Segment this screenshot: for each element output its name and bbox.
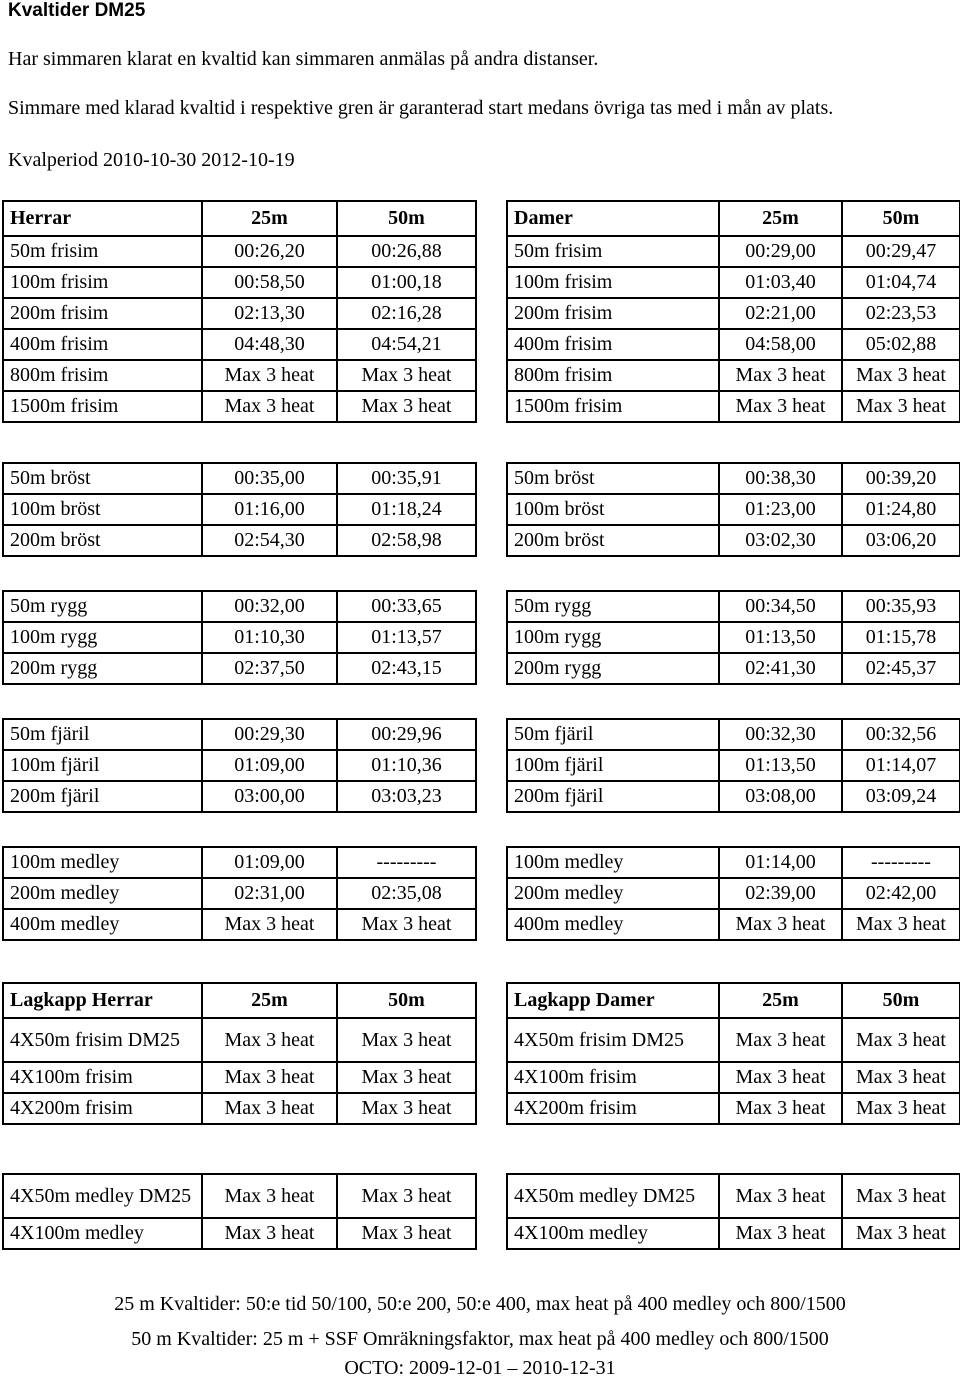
table-row	[507, 653, 960, 684]
table-row	[3, 1062, 476, 1093]
table-row	[507, 1218, 960, 1249]
event-cell: 50m fjäril	[3, 719, 202, 750]
time-50m-cell: Max 3 heat	[337, 909, 476, 940]
time-25m-cell: 00:32,00	[202, 591, 337, 622]
event-cell: 800m frisim	[3, 360, 202, 391]
event-cell: 4X100m frisim	[3, 1062, 202, 1093]
event-cell: 100m frisim	[3, 267, 202, 298]
table-row	[507, 1018, 960, 1062]
time-25m-cell: Max 3 heat	[719, 1174, 842, 1218]
damer-fjaril-table	[506, 718, 960, 813]
time-50m-cell: Max 3 heat	[842, 1062, 960, 1093]
table-row	[507, 1174, 960, 1218]
intro-text: Har simmaren klarat en kvaltid kan simmaren anmälas på andra distanser.	[8, 48, 599, 70]
table-row	[3, 329, 476, 360]
time-50m-cell: 00:35,91	[337, 463, 476, 494]
time-25m-cell: 01:09,00	[202, 847, 337, 878]
event-cell: 400m frisim	[3, 329, 202, 360]
event-cell: 4X50m frisim DM25	[3, 1018, 202, 1062]
time-25m-cell: Max 3 heat	[719, 909, 842, 940]
column-header: 50m	[842, 201, 960, 236]
table-row	[507, 1062, 960, 1093]
table-row	[507, 1093, 960, 1124]
time-50m-cell: 00:26,88	[337, 236, 476, 267]
time-50m-cell: 01:04,74	[842, 267, 960, 298]
time-25m-cell: Max 3 heat	[202, 909, 337, 940]
table-row	[3, 236, 476, 267]
event-cell: 50m frisim	[3, 236, 202, 267]
event-cell: 800m frisim	[507, 360, 719, 391]
event-cell: 50m rygg	[3, 591, 202, 622]
time-50m-cell: Max 3 heat	[337, 1174, 476, 1218]
event-cell: 50m frisim	[507, 236, 719, 267]
herrar-medley-table	[2, 846, 477, 941]
time-25m-cell: 02:31,00	[202, 878, 337, 909]
event-cell: 200m bröst	[3, 525, 202, 556]
table-header-row	[507, 983, 960, 1018]
column-header: 50m	[842, 983, 960, 1018]
table-row	[3, 391, 476, 422]
damer-rygg-table	[506, 590, 960, 685]
time-25m-cell: 01:13,50	[719, 750, 842, 781]
table-row	[3, 525, 476, 556]
time-50m-cell: 01:24,80	[842, 494, 960, 525]
time-50m-cell: 00:29,47	[842, 236, 960, 267]
time-50m-cell: 05:02,88	[842, 329, 960, 360]
time-25m-cell: 00:29,30	[202, 719, 337, 750]
table-row	[507, 719, 960, 750]
time-50m-cell: 02:35,08	[337, 878, 476, 909]
table-row	[507, 591, 960, 622]
time-25m-cell: 02:54,30	[202, 525, 337, 556]
time-50m-cell: Max 3 heat	[842, 1093, 960, 1124]
event-cell: 100m bröst	[507, 494, 719, 525]
table-row	[507, 909, 960, 940]
event-cell: 4X50m medley DM25	[507, 1174, 719, 1218]
time-25m-cell: Max 3 heat	[719, 1062, 842, 1093]
time-25m-cell: 00:35,00	[202, 463, 337, 494]
table-row	[3, 1218, 476, 1249]
lagkapp-damer-frisim-table	[506, 982, 960, 1125]
herrar-rygg-table	[2, 590, 477, 685]
time-25m-cell: Max 3 heat	[202, 1174, 337, 1218]
event-cell: 100m medley	[3, 847, 202, 878]
time-25m-cell: 00:32,30	[719, 719, 842, 750]
table-row	[507, 329, 960, 360]
table-row	[507, 750, 960, 781]
time-25m-cell: Max 3 heat	[202, 1062, 337, 1093]
table-row	[3, 909, 476, 940]
time-25m-cell: Max 3 heat	[202, 360, 337, 391]
time-50m-cell: 01:13,57	[337, 622, 476, 653]
table-row	[507, 267, 960, 298]
table-row	[507, 236, 960, 267]
time-50m-cell: 01:00,18	[337, 267, 476, 298]
time-25m-cell: 04:58,00	[719, 329, 842, 360]
time-25m-cell: 03:02,30	[719, 525, 842, 556]
time-25m-cell: 02:21,00	[719, 298, 842, 329]
column-header: 50m	[337, 201, 476, 236]
time-25m-cell: 01:13,50	[719, 622, 842, 653]
time-50m-cell: 01:18,24	[337, 494, 476, 525]
table-row	[507, 622, 960, 653]
column-header: Lagkapp Damer	[507, 983, 719, 1018]
time-50m-cell: 00:35,93	[842, 591, 960, 622]
time-50m-cell: Max 3 heat	[842, 360, 960, 391]
damer-brost-table	[506, 462, 960, 557]
time-50m-cell: ---------	[337, 847, 476, 878]
table-header-row	[3, 983, 476, 1018]
event-cell: 100m frisim	[507, 267, 719, 298]
event-cell: 1500m frisim	[3, 391, 202, 422]
event-cell: 50m fjäril	[507, 719, 719, 750]
column-header: 50m	[337, 983, 476, 1018]
table-row	[3, 1174, 476, 1218]
event-cell: 200m bröst	[507, 525, 719, 556]
time-50m-cell: 02:42,00	[842, 878, 960, 909]
event-cell: 4X200m frisim	[507, 1093, 719, 1124]
time-50m-cell: 00:33,65	[337, 591, 476, 622]
time-25m-cell: Max 3 heat	[202, 391, 337, 422]
event-cell: 200m medley	[507, 878, 719, 909]
time-50m-cell: 01:15,78	[842, 622, 960, 653]
footer-note: OCTO: 2009-12-01 – 2010-12-31	[344, 1357, 616, 1379]
time-50m-cell: ---------	[842, 847, 960, 878]
time-25m-cell: Max 3 heat	[719, 360, 842, 391]
time-25m-cell: 02:13,30	[202, 298, 337, 329]
time-50m-cell: 01:14,07	[842, 750, 960, 781]
time-50m-cell: Max 3 heat	[337, 360, 476, 391]
time-25m-cell: 04:48,30	[202, 329, 337, 360]
time-50m-cell: 03:09,24	[842, 781, 960, 812]
time-25m-cell: 03:08,00	[719, 781, 842, 812]
event-cell: 50m rygg	[507, 591, 719, 622]
time-50m-cell: 02:45,37	[842, 653, 960, 684]
column-header: 25m	[719, 983, 842, 1018]
time-50m-cell: 00:32,56	[842, 719, 960, 750]
time-50m-cell: Max 3 heat	[842, 1218, 960, 1249]
time-50m-cell: 01:10,36	[337, 750, 476, 781]
event-cell: 1500m frisim	[507, 391, 719, 422]
table-row	[3, 1093, 476, 1124]
time-25m-cell: 01:16,00	[202, 494, 337, 525]
event-cell: 100m rygg	[3, 622, 202, 653]
herrar-fjaril-table	[2, 718, 477, 813]
time-25m-cell: 00:26,20	[202, 236, 337, 267]
time-50m-cell: 02:58,98	[337, 525, 476, 556]
time-50m-cell: 03:06,20	[842, 525, 960, 556]
event-cell: 200m frisim	[507, 298, 719, 329]
time-25m-cell: Max 3 heat	[719, 1218, 842, 1249]
intro-text: Simmare med klarad kvaltid i respektive gren är garanterad start medans övriga tas med i mån av plats.	[8, 97, 834, 119]
time-25m-cell: 01:23,00	[719, 494, 842, 525]
time-25m-cell: 02:41,30	[719, 653, 842, 684]
time-25m-cell: Max 3 heat	[719, 1093, 842, 1124]
table-row	[3, 494, 476, 525]
event-cell: 200m fjäril	[507, 781, 719, 812]
table-row	[3, 1018, 476, 1062]
damer-frisim-table	[506, 200, 960, 423]
column-header: 25m	[202, 983, 337, 1018]
time-25m-cell: Max 3 heat	[202, 1093, 337, 1124]
column-header: 25m	[202, 201, 337, 236]
event-cell: 200m medley	[3, 878, 202, 909]
table-row	[507, 525, 960, 556]
table-row	[3, 847, 476, 878]
time-25m-cell: 00:29,00	[719, 236, 842, 267]
event-cell: 4X100m medley	[507, 1218, 719, 1249]
footer-note: 25 m Kvaltider: 50:e tid 50/100, 50:e 200, 50:e 400, max heat på 400 medley och 800/1500	[114, 1293, 846, 1315]
lagkapp-herrar-frisim-table	[2, 982, 477, 1125]
time-25m-cell: 00:38,30	[719, 463, 842, 494]
table-row	[507, 298, 960, 329]
qualification-period: Kvalperiod 2010-10-30 2012-10-19	[8, 149, 295, 171]
column-header: Herrar	[3, 201, 202, 236]
time-50m-cell: 02:23,53	[842, 298, 960, 329]
time-50m-cell: Max 3 heat	[842, 909, 960, 940]
time-50m-cell: Max 3 heat	[337, 1093, 476, 1124]
time-25m-cell: 01:10,30	[202, 622, 337, 653]
table-row	[507, 494, 960, 525]
table-row	[507, 878, 960, 909]
event-cell: 200m rygg	[3, 653, 202, 684]
event-cell: 100m rygg	[507, 622, 719, 653]
herrar-frisim-table	[2, 200, 477, 423]
table-row	[3, 653, 476, 684]
table-row	[3, 719, 476, 750]
event-cell: 4X100m medley	[3, 1218, 202, 1249]
time-25m-cell: 02:37,50	[202, 653, 337, 684]
time-50m-cell: 04:54,21	[337, 329, 476, 360]
event-cell: 4X50m medley DM25	[3, 1174, 202, 1218]
event-cell: 50m bröst	[507, 463, 719, 494]
table-header-row	[3, 201, 476, 236]
event-cell: 400m medley	[3, 909, 202, 940]
table-row	[3, 781, 476, 812]
time-25m-cell: 01:14,00	[719, 847, 842, 878]
time-50m-cell: 00:29,96	[337, 719, 476, 750]
time-50m-cell: Max 3 heat	[337, 391, 476, 422]
lagkapp-herrar-medley-table	[2, 1173, 477, 1250]
table-row	[3, 298, 476, 329]
time-50m-cell: 03:03,23	[337, 781, 476, 812]
event-cell: 50m bröst	[3, 463, 202, 494]
event-cell: 100m fjäril	[507, 750, 719, 781]
time-25m-cell: 01:09,00	[202, 750, 337, 781]
table-row	[507, 360, 960, 391]
time-50m-cell: 02:16,28	[337, 298, 476, 329]
event-cell: 400m medley	[507, 909, 719, 940]
time-25m-cell: 00:58,50	[202, 267, 337, 298]
event-cell: 100m fjäril	[3, 750, 202, 781]
time-25m-cell: 03:00,00	[202, 781, 337, 812]
event-cell: 4X100m frisim	[507, 1062, 719, 1093]
time-25m-cell: Max 3 heat	[719, 391, 842, 422]
event-cell: 200m frisim	[3, 298, 202, 329]
table-row	[507, 847, 960, 878]
column-header: Lagkapp Herrar	[3, 983, 202, 1018]
table-row	[3, 360, 476, 391]
page-title: Kvaltider DM25	[8, 0, 146, 21]
table-row	[507, 391, 960, 422]
table-row	[3, 463, 476, 494]
time-50m-cell: Max 3 heat	[337, 1062, 476, 1093]
time-25m-cell: Max 3 heat	[202, 1218, 337, 1249]
time-50m-cell: Max 3 heat	[842, 391, 960, 422]
table-row	[3, 750, 476, 781]
event-cell: 400m frisim	[507, 329, 719, 360]
event-cell: 100m bröst	[3, 494, 202, 525]
time-25m-cell: Max 3 heat	[719, 1018, 842, 1062]
table-header-row	[507, 201, 960, 236]
time-50m-cell: Max 3 heat	[842, 1174, 960, 1218]
time-25m-cell: 00:34,50	[719, 591, 842, 622]
time-50m-cell: Max 3 heat	[337, 1018, 476, 1062]
time-50m-cell: Max 3 heat	[842, 1018, 960, 1062]
time-25m-cell: 01:03,40	[719, 267, 842, 298]
time-25m-cell: Max 3 heat	[202, 1018, 337, 1062]
table-row	[507, 463, 960, 494]
table-row	[3, 622, 476, 653]
table-row	[3, 267, 476, 298]
table-row	[507, 781, 960, 812]
time-50m-cell: 02:43,15	[337, 653, 476, 684]
lagkapp-damer-medley-table	[506, 1173, 960, 1250]
event-cell: 4X50m frisim DM25	[507, 1018, 719, 1062]
event-cell: 100m medley	[507, 847, 719, 878]
footer-note: 50 m Kvaltider: 25 m + SSF Omräkningsfaktor, max heat på 400 medley och 800/1500	[131, 1328, 829, 1350]
column-header: Damer	[507, 201, 719, 236]
herrar-brost-table	[2, 462, 477, 557]
event-cell: 200m rygg	[507, 653, 719, 684]
time-50m-cell: Max 3 heat	[337, 1218, 476, 1249]
event-cell: 200m fjäril	[3, 781, 202, 812]
column-header: 25m	[719, 201, 842, 236]
table-row	[3, 591, 476, 622]
time-25m-cell: 02:39,00	[719, 878, 842, 909]
damer-medley-table	[506, 846, 960, 941]
table-row	[3, 878, 476, 909]
event-cell: 4X200m frisim	[3, 1093, 202, 1124]
time-50m-cell: 00:39,20	[842, 463, 960, 494]
